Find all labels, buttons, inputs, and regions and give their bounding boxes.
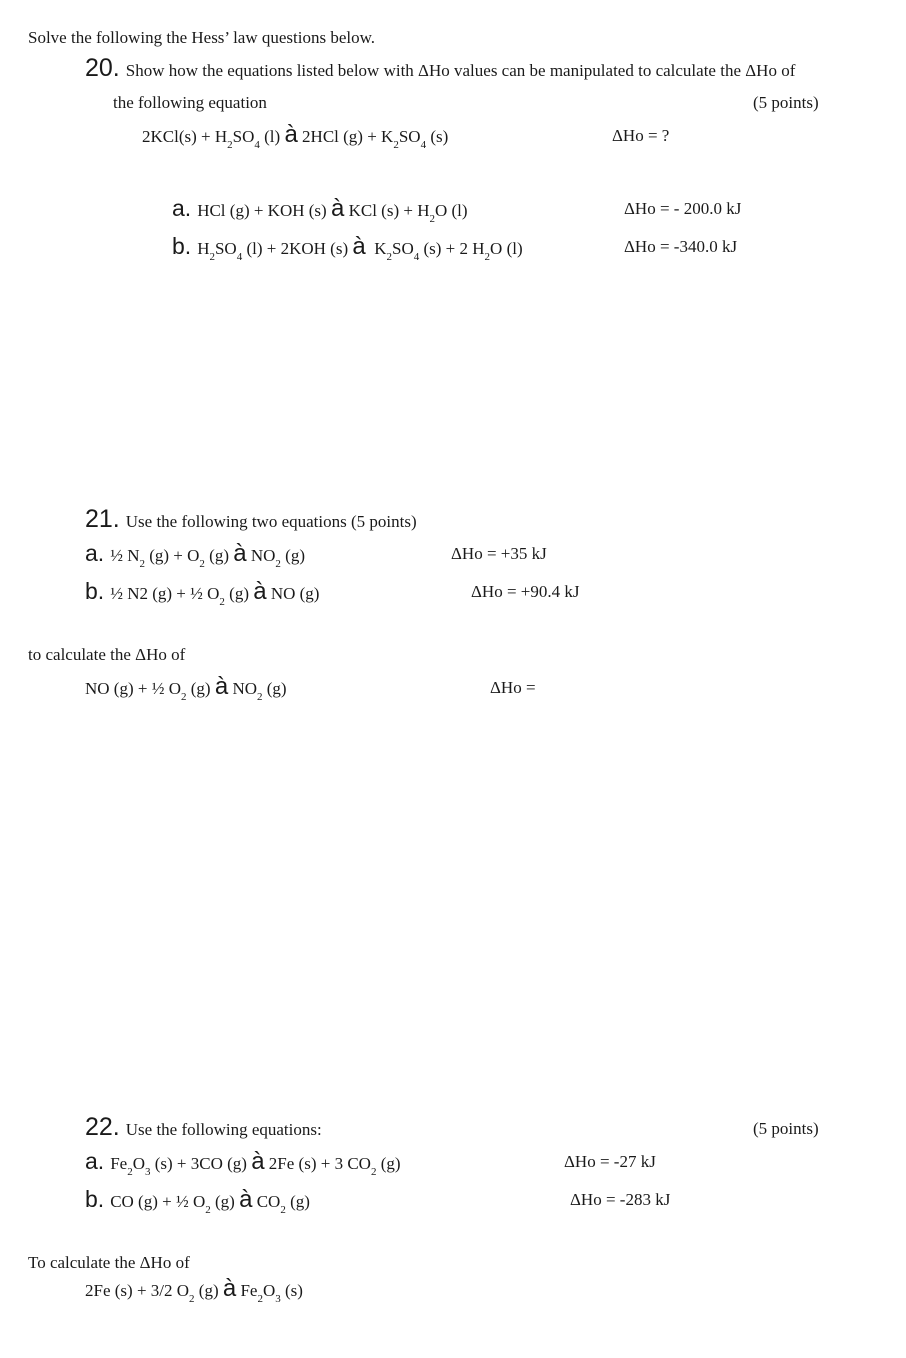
reaction-arrow: à: [239, 1186, 253, 1213]
q22-equation-a: a. $Fe_2O_3$ (s) + 3CO (g) à 2Fe (s) + 3 $CO_2$ (g): [85, 1148, 401, 1178]
reaction-arrow: à: [330, 195, 345, 222]
list-letter: a.: [172, 195, 192, 221]
q20-equation-a: a. HCl (g) + KOH (s) à KCl $(s) + H_2O$ (l): [172, 195, 468, 225]
q20-b-dh: ΔHo = -340.0 kJ: [624, 237, 738, 256]
question-20-prompt-cont: the following equation: [113, 93, 267, 112]
question-20-prompt: [85, 54, 796, 82]
question-22-points: (5 points): [753, 1119, 819, 1138]
reaction-arrow: à: [352, 233, 366, 260]
reaction-arrow: à: [253, 578, 267, 605]
reaction-arrow: à: [222, 1275, 237, 1302]
q20-equation-b: b. $H_2SO_4$ (l) + 2KOH (s) à $K_2SO_4$ (s) + 2 $H_2O$ (l): [172, 233, 523, 263]
q22-b-dh: ΔHo = -283 kJ: [570, 1190, 671, 1209]
q20-target-dh: ΔHo = ?: [612, 126, 670, 145]
q20-a-dh: ΔHo = - 200.0 kJ: [624, 199, 742, 218]
list-letter: b.: [85, 578, 105, 604]
q21-target-dh: ΔHo =: [490, 678, 536, 697]
q21-calc-label: to calculate the ΔHo of: [28, 645, 186, 664]
q20-target-equation: $2KCl(s) + H_2SO_4$ (l) à 2HCl $(g) + K_2SO_4$ (s): [142, 121, 449, 151]
q22-target-equation: 2Fe (s) + 3/2 $O_2$ (g) à $Fe_2O_3$ (s): [85, 1275, 303, 1305]
question-number: 20.: [85, 54, 120, 82]
q22-equation-b: b. CO (g) + ½ $O_2$ (g) à $CO_2$ (g): [85, 1186, 310, 1216]
q22-calc-label: To calculate the ΔHo of: [28, 1253, 190, 1272]
q21-b-dh: ΔHo = +90.4 kJ: [471, 582, 580, 601]
question-21-prompt: [85, 505, 417, 533]
question-20-points: (5 points): [753, 93, 819, 112]
q21-equation-a: a. ½ $N_2$ $(g) + O_2$ (g) à $NO_2$ (g): [85, 540, 305, 570]
q21-equation-b: b. ½ N2 (g) + ½ $O_2$ (g) à NO (g): [85, 578, 320, 608]
q22-a-dh: ΔHo = -27 kJ: [564, 1152, 656, 1171]
list-letter: b.: [85, 1186, 105, 1212]
question-text: Use the following two equations (5 points): [125, 512, 417, 531]
question-number: 22.: [85, 1113, 120, 1141]
instructions: Solve the following the Hess’ law questions below.: [28, 28, 376, 47]
question-text: Use the following equations:: [125, 1120, 322, 1139]
list-letter: a.: [85, 1148, 105, 1174]
list-letter: b.: [172, 233, 192, 259]
reaction-arrow: à: [214, 673, 229, 700]
question-number: 21.: [85, 505, 120, 533]
reaction-arrow: à: [284, 121, 298, 148]
q21-a-dh: ΔHo = +35 kJ: [451, 544, 547, 563]
q21-target-equation: NO (g) + ½ $O_2$ (g) à $NO_2$ (g): [85, 673, 287, 703]
reaction-arrow: à: [233, 540, 247, 567]
list-letter: a.: [85, 540, 105, 566]
question-text: Show how the equations listed below with ΔHo values can be manipulated to calculate the ΔHo of: [125, 61, 796, 80]
question-22-prompt: [85, 1113, 322, 1141]
reaction-arrow: à: [251, 1148, 265, 1175]
